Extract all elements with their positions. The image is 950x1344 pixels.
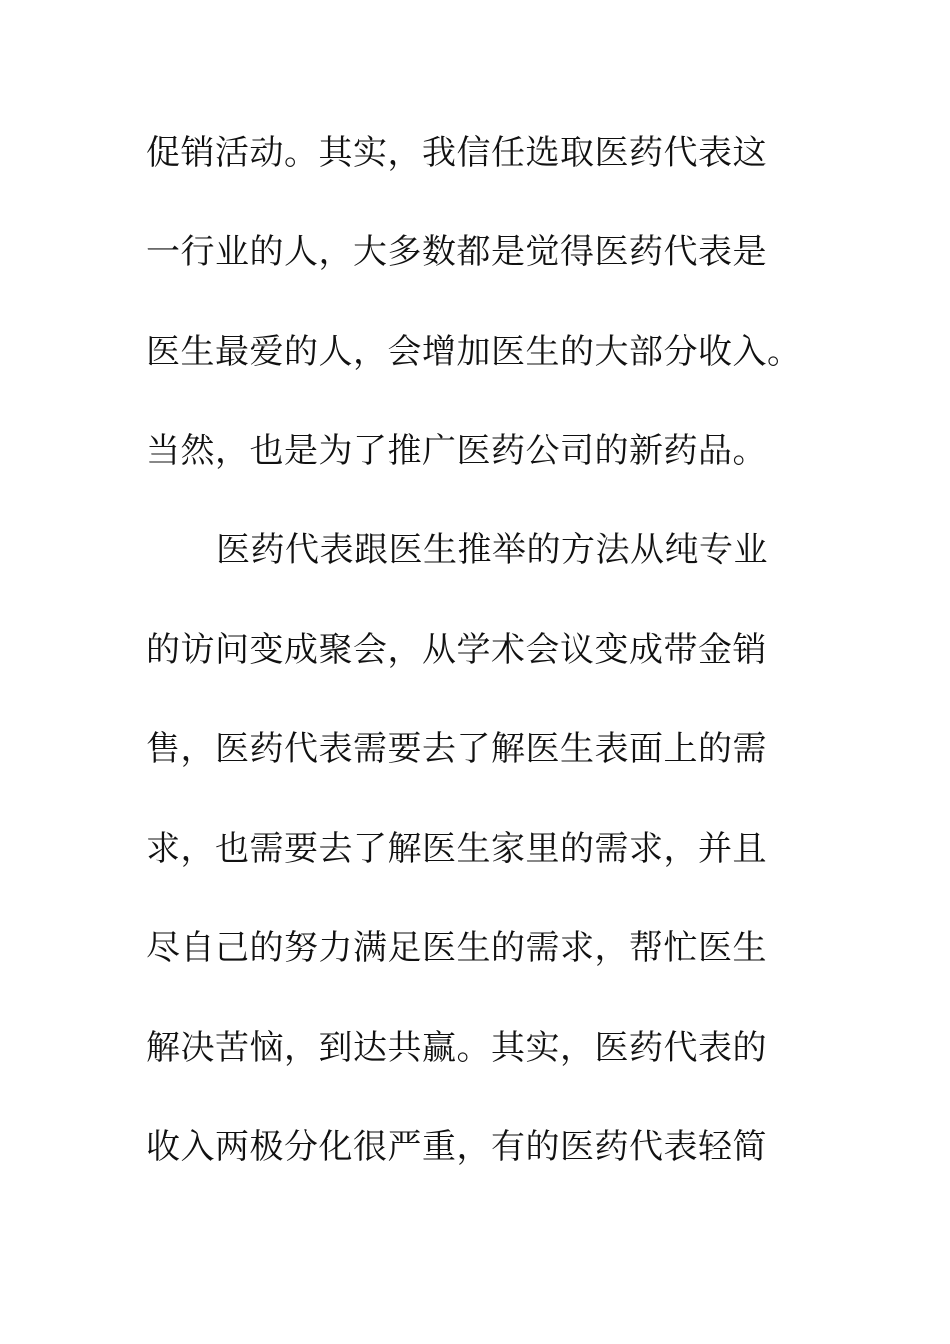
- text-line: 一行业的人，大多数都是觉得医药代表是: [146, 232, 767, 272]
- text-line: 的访问变成聚会，从学术会议变成带金销: [146, 630, 767, 670]
- paragraph-first-line: 医药代表跟医生推举的方法从纯专业: [216, 530, 768, 570]
- text-line: 求，也需要去了解医生家里的需求，并且: [146, 829, 767, 869]
- text-line: 尽自己的努力满足医生的需求，帮忙医生: [146, 928, 767, 968]
- text-line: 当然，也是为了推广医药公司的新药品。: [146, 431, 767, 471]
- text-line: 促销活动。其实，我信任选取医药代表这: [146, 133, 767, 173]
- text-line: 收入两极分化很严重，有的医药代表轻简: [146, 1127, 767, 1167]
- text-line: 解决苦恼，到达共赢。其实，医药代表的: [146, 1028, 767, 1068]
- text-line: 售，医药代表需要去了解医生表面上的需: [146, 729, 767, 769]
- text-line: 医生最爱的人，会增加医生的大部分收入。: [146, 332, 802, 372]
